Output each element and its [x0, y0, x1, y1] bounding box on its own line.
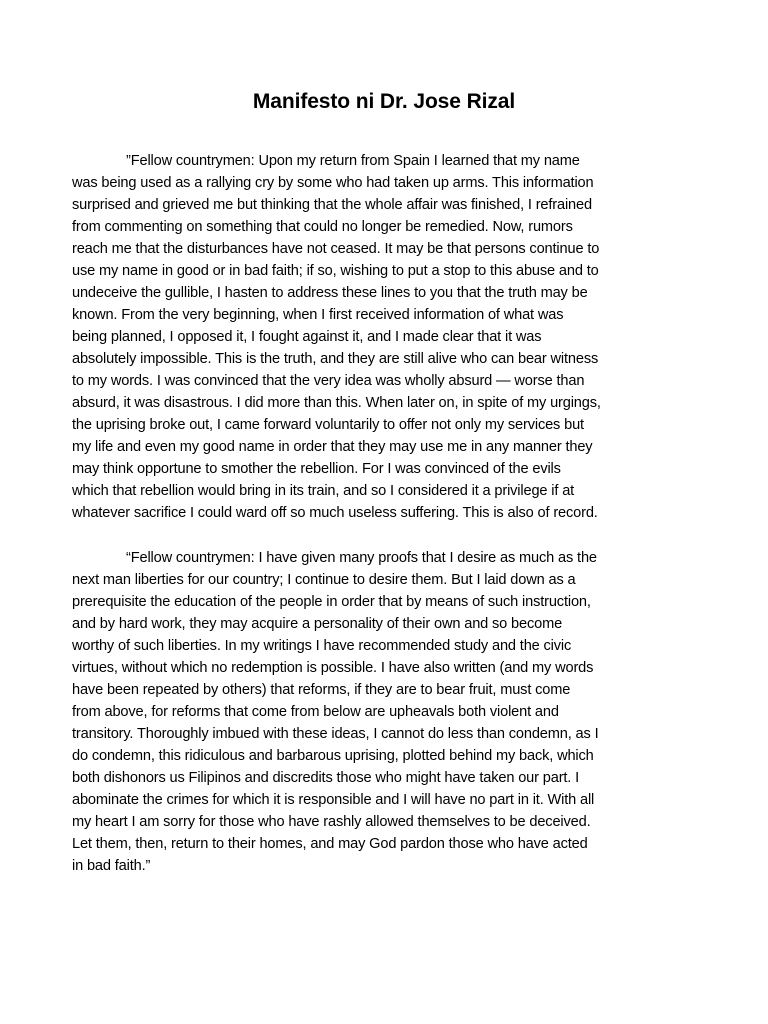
paragraph-line: whatever sacrifice I could ward off so much useless suffering. This is also of record.: [72, 505, 598, 521]
paragraph-line: from above, for reforms that come from below are upheavals both violent and: [72, 704, 559, 720]
paragraph-line: my heart I am sorry for those who have rashly allowed themselves to be deceived.: [72, 814, 591, 830]
paragraph-line: ”Fellow countrymen: Upon my return from Spain I learned that my name: [126, 153, 580, 169]
paragraph-line: “Fellow countrymen: I have given many proofs that I desire as much as the: [126, 550, 597, 566]
paragraph-line: known. From the very beginning, when I first received information of what was: [72, 307, 564, 323]
paragraph-line: virtues, without which no redemption is possible. I have also written (and my words: [72, 660, 594, 676]
paragraph-line: which that rebellion would bring in its train, and so I considered it a privilege if at: [72, 483, 575, 499]
paragraph-line: from commenting on something that could no longer be remedied. Now, rumors: [72, 219, 573, 235]
paragraph-line: the uprising broke out, I came forward voluntarily to offer not only my services but: [72, 417, 584, 433]
paragraph-line: transitory. Thoroughly imbued with these ideas, I cannot do less than condemn, as I: [72, 726, 599, 742]
paragraph-line: have been repeated by others) that reforms, if they are to bear fruit, must come: [72, 682, 571, 698]
paragraph-2: [72, 547, 686, 877]
paragraph-1: [72, 150, 686, 524]
paragraph-line: to my words. I was convinced that the very idea was wholly absurd — worse than: [72, 373, 585, 389]
paragraph-line: my life and even my good name in order that they may use me in any manner they: [72, 439, 593, 455]
paragraph-line: worthy of such liberties. In my writings I have recommended study and the civic: [72, 638, 572, 654]
paragraph-line: Let them, then, return to their homes, and may God pardon those who have acted: [72, 836, 588, 852]
paragraph-line: prerequisite the education of the people in order that by means of such instruction,: [72, 594, 591, 610]
paragraph-line: surprised and grieved me but thinking that the whole affair was finished, I refrained: [72, 197, 592, 213]
paragraph-line: in bad faith.”: [72, 858, 151, 874]
paragraph-line: and by hard work, they may acquire a personality of their own and so become: [72, 616, 563, 632]
paragraph-line: may think opportune to smother the rebellion. For I was convinced of the evils: [72, 461, 561, 477]
paragraph-line: next man liberties for our country; I continue to desire them. But I laid down as a: [72, 572, 576, 588]
paragraph-line: abominate the crimes for which it is responsible and I will have no part in it. With all: [72, 792, 595, 808]
paragraph-line: was being used as a rallying cry by some who had taken up arms. This information: [72, 175, 594, 191]
paragraph-line: undeceive the gullible, I hasten to address these lines to you that the truth may be: [72, 285, 588, 301]
document-title: Manifesto ni Dr. Jose Rizal: [252, 90, 516, 113]
paragraph-line: both dishonors us Filipinos and discredits those who might have taken our part. I: [72, 770, 580, 786]
paragraph-line: absolutely impossible. This is the truth, and they are still alive who can bear witness: [72, 351, 599, 367]
paragraph-line: use my name in good or in bad faith; if so, wishing to put a stop to this abuse and to: [72, 263, 599, 279]
paragraph-line: do condemn, this ridiculous and barbarous uprising, plotted behind my back, which: [72, 748, 594, 764]
paragraph-line: absurd, it was disastrous. I did more than this. When later on, in spite of my urgings,: [72, 395, 601, 411]
paragraph-line: being planned, I opposed it, I fought against it, and I made clear that it was: [72, 329, 542, 345]
paragraph-line: reach me that the disturbances have not ceased. It may be that persons continue to: [72, 241, 600, 257]
